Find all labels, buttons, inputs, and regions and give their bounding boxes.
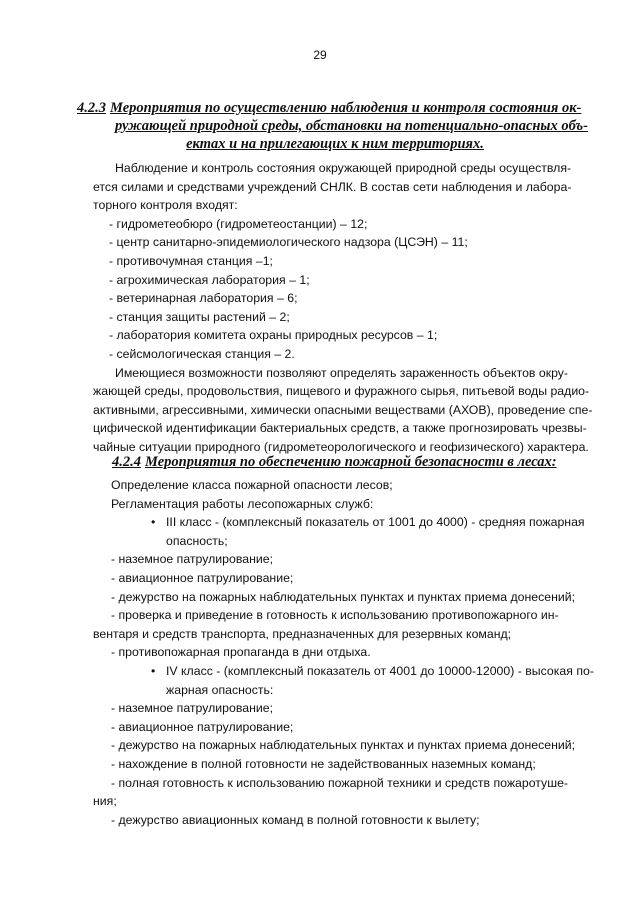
list-item: - авиационное патрулирование; xyxy=(111,719,294,734)
paragraph-line: Регламентация работы лесопожарных служб: xyxy=(111,496,374,511)
list-item: - ветеринарная лаборатория – 6; xyxy=(109,291,298,306)
list-item-cont: ния; xyxy=(93,794,117,809)
list-item: - гидрометеобюро (гидрометеостанции) – 12; xyxy=(109,216,368,231)
paragraph-line: цифической идентификации бактериальных средств, а также прогнозировать чрезвы- xyxy=(93,421,587,436)
paragraph-line: активными, агрессивными, химически опасными веществами (АХОВ), проведение спе- xyxy=(93,402,593,417)
list-item: - дежурство на пожарных наблюдательных пунктах и пунктах приема донесений; xyxy=(111,738,576,753)
list-item-cont: вентаря и средств транспорта, предназначенных для резервных команд; xyxy=(93,626,512,641)
list-item: - полная готовность к использованию пожарной техники и средств пожаротуше- xyxy=(111,775,569,790)
heading-line: ектах и на прилегающих к ним территориях. xyxy=(186,136,484,152)
list-item: - наземное патрулирование; xyxy=(111,701,273,716)
paragraph-line: чайные ситуации природного (гидрометеорологического и геофизического) характера. xyxy=(93,439,589,454)
list-item: - нахождение в полной готовности не задействованных наземных команд; xyxy=(111,756,536,771)
list-item: - станция защиты растений – 2; xyxy=(109,309,290,324)
list-item: - лаборатория комитета охраны природных ресурсов – 1; xyxy=(109,328,438,343)
paragraph-line: жающей среды, продовольствия, пищевого и фуражного сырья, питьевой воды радио- xyxy=(93,384,590,399)
section-heading-4-2-4 xyxy=(112,453,628,471)
heading-title: Мероприятия по обеспечению пожарной безопасности в лесах: xyxy=(145,454,557,470)
bullet-item: • III класс - (комплексный показатель от 1001 до 4000) - средняя пожарная xyxy=(111,513,595,532)
list-item: - дежурство авиационных команд в полной готовности к вылету; xyxy=(111,812,480,827)
heading-line: ружающей природной среды, обстановки на потенциально-опасных объ- xyxy=(115,118,588,134)
paragraph-line: торного контроля входят: xyxy=(93,198,238,213)
paragraph-line: Имеющиеся возможности позволяют определять зараженность объектов окру- xyxy=(115,365,569,380)
section-heading-4-2-3 xyxy=(77,99,593,153)
bullet-item-cont: жарная опасность: xyxy=(166,682,274,697)
section-number: 4.2.3 xyxy=(77,100,106,116)
list-item: - центр санитарно-эпидемиологического надзора (ЦСЭН) – 11; xyxy=(109,235,468,250)
paragraph-line: Определение класса пожарной опасности лесов; xyxy=(111,478,393,492)
list-item: - наземное патрулирование; xyxy=(111,552,273,567)
paragraph-line: ется силами и средствами учреждений СНЛК. В состав сети наблюдения и лабора- xyxy=(93,179,572,194)
heading-line: Мероприятия по осуществлению наблюдения и контроля состояния ок- xyxy=(110,100,582,116)
list-item: - авиационное патрулирование; xyxy=(111,570,294,585)
list-item: - проверка и приведение в готовность к использованию противопожарного ин- xyxy=(111,608,559,623)
list-item: - агрохимическая лаборатория – 1; xyxy=(109,272,310,287)
section2-body xyxy=(93,476,595,829)
list-item: - сейсмологическая станция – 2. xyxy=(109,346,295,361)
list-item: - противопожарная пропаганда в дни отдыха. xyxy=(111,645,371,660)
list-item: - дежурство на пожарных наблюдательных пунктах и пунктах приема донесений; xyxy=(111,589,576,604)
section-number: 4.2.4 xyxy=(112,454,141,470)
paragraph-line: Наблюдение и контроль состояния окружающей природной среды осуществля- xyxy=(115,161,572,175)
bullet-item-cont: опасность; xyxy=(166,533,228,548)
list-item: - противочумная станция –1; xyxy=(109,253,273,268)
page-number: 29 xyxy=(313,48,327,62)
bullet-icon: • xyxy=(151,515,156,530)
bullet-item: • IV класс - (комплексный показатель от 4001 до 10000-12000) - высокая по- xyxy=(111,662,595,681)
section1-body xyxy=(93,159,595,457)
bullet-icon: • xyxy=(151,663,156,678)
